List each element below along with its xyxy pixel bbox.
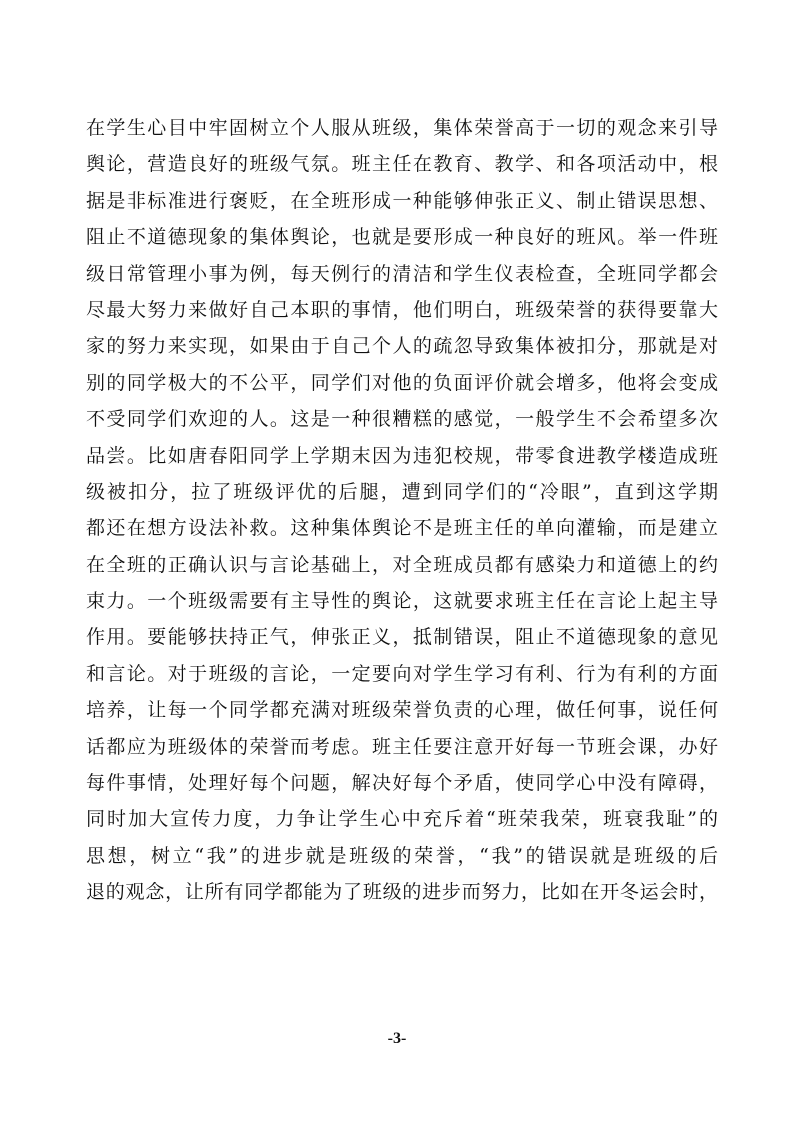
text-line: 同时加大宣传力度，力争让学生心中充斥着“班荣我荣，班衰我耻”的	[86, 808, 718, 831]
text-line: 级被扣分，拉了班级评优的后腿，遭到同学们的“冷眼”，直到这学期	[86, 480, 718, 503]
text-line: 在全班的正确认识与言论基础上，对全班成员都有感染力和道德上的约	[86, 553, 718, 576]
text-line: 阻止不道德现象的集体舆论，也就是要形成一种良好的班风。举一件班	[86, 226, 718, 249]
text-line: 束力。一个班级需要有主导性的舆论，这就要求班主任在言论上起主导	[86, 590, 718, 613]
text-line: 据是非标准进行褒贬，在全班形成一种能够伸张正义、制止错误思想、	[86, 189, 718, 212]
text-line: 不受同学们欢迎的人。这是一种很糟糕的感觉，一般学生不会希望多次	[86, 408, 718, 431]
text-line: 每件事情，处理好每个问题，解决好每个矛盾，使同学心中没有障碍，	[86, 772, 718, 795]
text-line: 话都应为班级体的荣誉而考虑。班主任要注意开好每一节班会课，办好	[86, 735, 718, 758]
text-line: 作用。要能够扶持正气，伸张正义，抵制错误，阻止不道德现象的意见	[86, 626, 718, 649]
text-line: 品尝。比如唐春阳同学上学期末因为违犯校规，带零食进教学楼造成班	[86, 444, 718, 467]
text-line: 培养，让每一个同学都充满对班级荣誉负责的心理，做任何事，说任何	[86, 699, 718, 722]
text-line: 别的同学极大的不公平，同学们对他的负面评价就会增多，他将会变成	[86, 371, 718, 394]
page-number: -3-	[387, 1030, 407, 1047]
text-line: 和言论。对于班级的言论，一定要向对学生学习有利、行为有利的方面	[86, 662, 718, 685]
text-line: 家的努力来实现，如果由于自己个人的疏忽导致集体被扣分，那就是对	[86, 335, 718, 358]
text-line: 退的观念，让所有同学都能为了班级的进步而努力，比如在开冬运会时，	[86, 881, 718, 904]
text-line: 在学生心目中牢固树立个人服从班级，集体荣誉高于一切的观念来引导	[86, 117, 718, 139]
body-paragraph	[86, 110, 718, 911]
text-line: 尽最大努力来做好自己本职的事情，他们明白，班级荣誉的获得要靠大	[86, 298, 718, 321]
text-line: 级日常管理小事为例，每天例行的清洁和学生仪表检查，全班同学都会	[86, 262, 718, 285]
text-line: 都还在想方设法补救。这种集体舆论不是班主任的单向灌输，而是建立	[86, 517, 718, 540]
text-line: 思想，树立“我”的进步就是班级的荣誉，“我”的错误就是班级的后	[86, 844, 718, 867]
text-line: 舆论，营造良好的班级气氛。班主任在教育、教学、和各项活动中，根	[86, 153, 718, 176]
